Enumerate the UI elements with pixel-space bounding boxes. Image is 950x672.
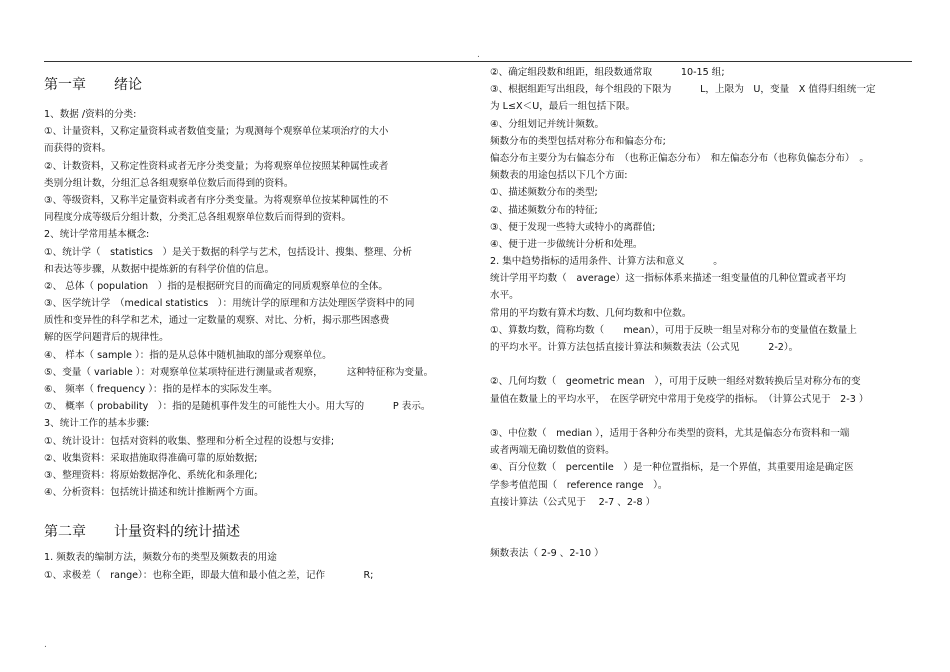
text-line: ②、计数资料，又称定性资料或者无序分类变量；为将观察单位按照某种属性或者 xyxy=(44,160,389,172)
text-line: ②、收集资料：采取措施取得准确可靠的原始数据; xyxy=(44,452,258,464)
blank-line xyxy=(490,511,915,545)
page-mark-bottom: . xyxy=(44,640,47,650)
text-line: ②、描述频数分布的特征; xyxy=(490,204,598,216)
header-rule xyxy=(44,61,912,62)
text-line: ④、便于进一步做统计分析和处理。 xyxy=(490,238,643,250)
text-line: ③、便于发现一些特大或特小的离群值; xyxy=(490,221,656,233)
page-mark-top: . xyxy=(477,50,480,60)
text-line: 而获得的资料。 xyxy=(44,143,112,155)
text-line: 频数表法（ 2-9 、2-10 ） xyxy=(490,547,604,559)
text-line: ③、等级资料，又称半定量资料或者有序分类变量。为将观察单位按某种属性的不 xyxy=(44,194,389,206)
text-line: ①、描述频数分布的类型; xyxy=(490,187,598,199)
text-line: ②、确定组段数和组距，组段数通常取 10-15 组; xyxy=(490,67,725,78)
text-line: 或者两端无确切数值的资料。 xyxy=(490,445,615,457)
text-line: 频数表的用途包括以下几个方面: xyxy=(490,170,628,182)
text-line: ③、整理资料：将原始数据净化、系统化和条理化; xyxy=(44,469,258,481)
text-line: 同程度分成等级后分组计数，分类汇总各组观察单位数后而得到的资料。 xyxy=(44,212,351,224)
text-line: ③、根据组距写出组段，每个组段的下限为 L，上限为 U，变量 X 值得归组统一定 xyxy=(490,84,876,96)
text-line: ①、计量资料，又称定量资料或者数值变量；为观测每个观察单位某项治疗的大小 xyxy=(44,126,389,138)
chapter-heading: 第二章 计量资料的统计描述 xyxy=(44,524,240,541)
text-line: 量值在数量上的平均水平， 在医学研究中常用于免疫学的指标。 （计算公式见于 2-3 ） xyxy=(490,393,869,405)
text-line: 学参考值范围（ reference range ）。 xyxy=(490,479,668,491)
text-line: ①、统计设计：包括对资料的收集、整理和分析全过程的设想与安排; xyxy=(44,435,335,447)
text-line: ④、分析资料：包括统计描述和统计推断两个方面。 xyxy=(44,487,264,499)
text-line: 直接计算法（公式见于 2-7 、2-8 ） xyxy=(490,496,656,508)
text-line: 解的医学问题背后的规律性。 xyxy=(44,332,169,344)
text-line: ③、医学统计学 （medical statistics ）：用统计学的原理和方法处理医学资料中的同 xyxy=(44,298,415,310)
text-line: ③、中位数（ median ），适用于各种分布类型的资料，尤其是偏态分布资料和一端 xyxy=(490,427,850,439)
text-line: 1、数据 /资料的分类: xyxy=(44,109,137,120)
text-line: 2、统计学常用基本概念: xyxy=(44,229,150,241)
text-line: ②、 总体（ population ）指的是根据研究目的而确定的同质观察单位的全体。 xyxy=(44,280,388,292)
text-line: ④、 样本（ sample ）：指的是从总体中随机抽取的部分观察单位。 xyxy=(44,349,332,361)
text-line: ④、百分位数（ percentile ）是一种位置指标，是一个界值，其重要用途是确定医 xyxy=(490,462,854,474)
blank-line xyxy=(490,408,915,425)
text-line: ④、分组划记并统计频数。 xyxy=(490,118,605,130)
chapter-heading: 第一章 绪论 xyxy=(44,77,142,93)
text-line: 常用的平均数有算术均数、几何均数和中位数。 xyxy=(490,307,692,319)
text-line: 2. 集中趋势指标的适用条件、计算方法和意义 。 xyxy=(490,256,723,268)
text-line: 类别分组计数，分组汇总各组观察单位数后而得到的资料。 xyxy=(44,177,294,189)
text-line: ①、求极差（ range）：也称全距，即最大值和最小值之差，记作 R; xyxy=(44,569,374,581)
right-column xyxy=(490,64,915,562)
text-line: ⑥、 频率（ frequency ）：指的是样本的实际发生率。 xyxy=(44,384,278,395)
text-line: 和表达等步骤，从数据中提炼新的有科学价值的信息。 xyxy=(44,263,275,275)
blank-line xyxy=(490,356,915,373)
left-column xyxy=(44,70,464,584)
text-line: ⑦、 概率（ probability ）：指的是随机事件发生的可能性大小。用大写的 P 表示。 xyxy=(44,401,431,413)
text-line: 统计学用平均数（ average）这一指标体系来描述一组变量值的几种位置或者平均 xyxy=(490,273,846,285)
text-line: ②、几何均数（ geometric mean ），可用于反映一组经对数转换后呈对称分布的变 xyxy=(490,376,861,388)
text-line: 偏态分布主要分为右偏态分布 （也称正偏态分布） 和左偏态分布（也称负偏态分布） 。 xyxy=(490,152,869,164)
text-line: 频数分布的类型包括对称分布和偏态分布; xyxy=(490,135,666,147)
text-line: 水平。 xyxy=(490,290,519,302)
text-line: ①、统计学（ statistics ）是关于数据的科学与艺术，包括设计、搜集、整理、分析 xyxy=(44,246,412,258)
text-line: 质性和变异性的科学和艺术，通过一定数量的观察、对比、分析，揭示那些困惑费 xyxy=(44,315,390,327)
text-line: 的平均水平。计算方法包括直接计算法和频数表法（公式见 2-2）。 xyxy=(490,342,799,353)
text-line: ①、算数均数，简称均数（ mean），可用于反映一组呈对称分布的变量值在数量上 xyxy=(490,324,857,336)
text-line: 为 L≤X＜U，最后一组包括下限。 xyxy=(490,101,636,113)
text-line: 3、统计工作的基本步骤: xyxy=(44,418,150,430)
text-line: ⑤、变量（ variable ）：对观察单位某项特征进行测量或者观察， 这种特征称为变量。 xyxy=(44,366,434,378)
text-line: 1. 频数表的编制方法，频数分布的类型及频数表的用途 xyxy=(44,552,277,564)
